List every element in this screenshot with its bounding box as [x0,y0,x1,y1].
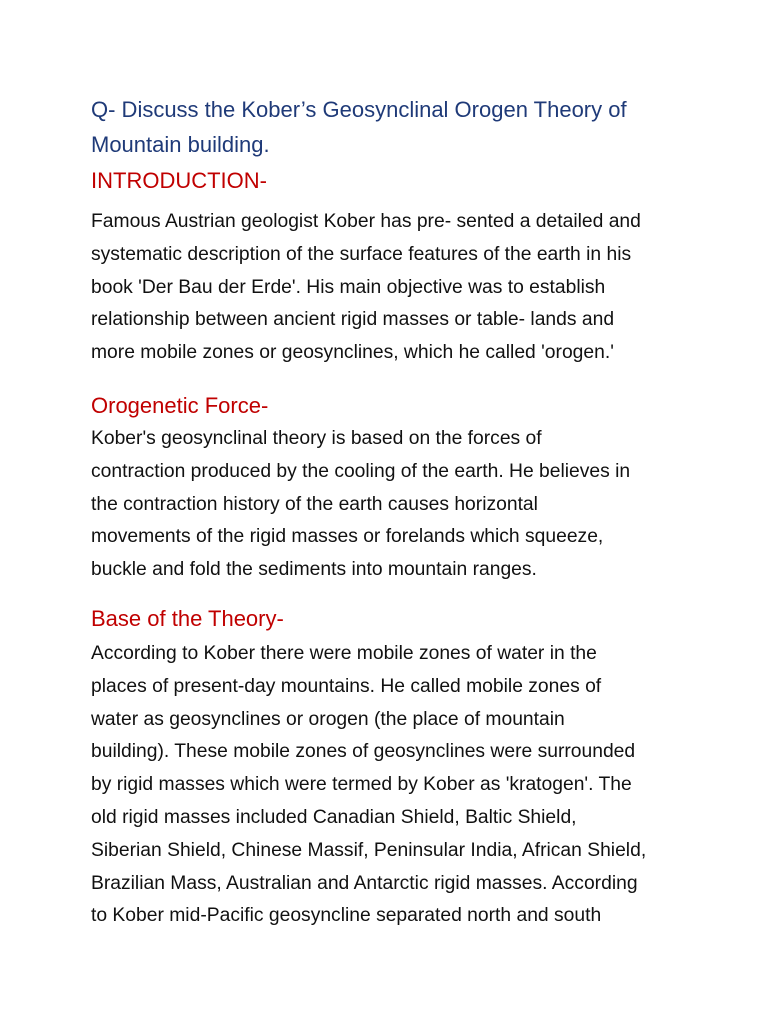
section-heading-introduction: INTRODUCTION- [91,168,267,193]
paragraph-line: book 'Der Bau der Erde'. His main objective was to establish [91,276,606,298]
paragraph-line: contraction produced by the cooling of the earth. He believes in [91,460,631,482]
paragraph-line: by rigid masses which were termed by Kober as 'kratogen'. The [91,774,632,796]
section-paragraph-introduction [91,206,691,370]
question-line: Q- Discuss the Kober’s Geosynclinal Orogen Theory of [91,97,627,122]
paragraph-line: According to Kober there were mobile zones of water in the [91,642,597,664]
question-title [91,92,691,162]
paragraph-line: Brazilian Mass, Australian and Antarctic rigid masses. According [91,872,638,894]
section-heading-base-of-theory: Base of the Theory- [91,605,284,631]
section-heading-orogenetic-force: Orogenetic Force- [91,392,269,418]
paragraph-line: systematic description of the surface features of the earth in his [91,243,632,265]
paragraph-line: building). These mobile zones of geosynclines were surrounded [91,741,636,763]
section-paragraph-base-of-theory [91,638,691,933]
paragraph-line: water as geosynclines or orogen (the place of mountain [91,708,565,730]
paragraph-line: places of present-day mountains. He called mobile zones of [91,675,602,697]
paragraph-line: Famous Austrian geologist Kober has pre- sented a detailed and [91,211,641,232]
paragraph-line: the contraction history of the earth causes horizontal [91,493,538,515]
paragraph-line: to Kober mid-Pacific geosyncline separated north and south [91,905,602,927]
paragraph-line: movements of the rigid masses or forelands which squeeze, [91,526,604,548]
paragraph-line: old rigid masses included Canadian Shield, Baltic Shield, [91,806,577,828]
paragraph-line: more mobile zones or geosynclines, which he called 'orogen.' [91,342,614,364]
paragraph-line: relationship between ancient rigid masses or table- lands and [91,309,615,331]
section-paragraph-orogenetic-force [91,423,691,587]
paragraph-line: buckle and fold the sediments into mountain ranges. [91,559,537,581]
document-page [91,92,691,933]
paragraph-line: Siberian Shield, Chinese Massif, Peninsular India, African Shield, [91,839,647,861]
question-line: Mountain building. [91,132,270,157]
paragraph-line: Kober's geosynclinal theory is based on the forces of [91,427,542,449]
